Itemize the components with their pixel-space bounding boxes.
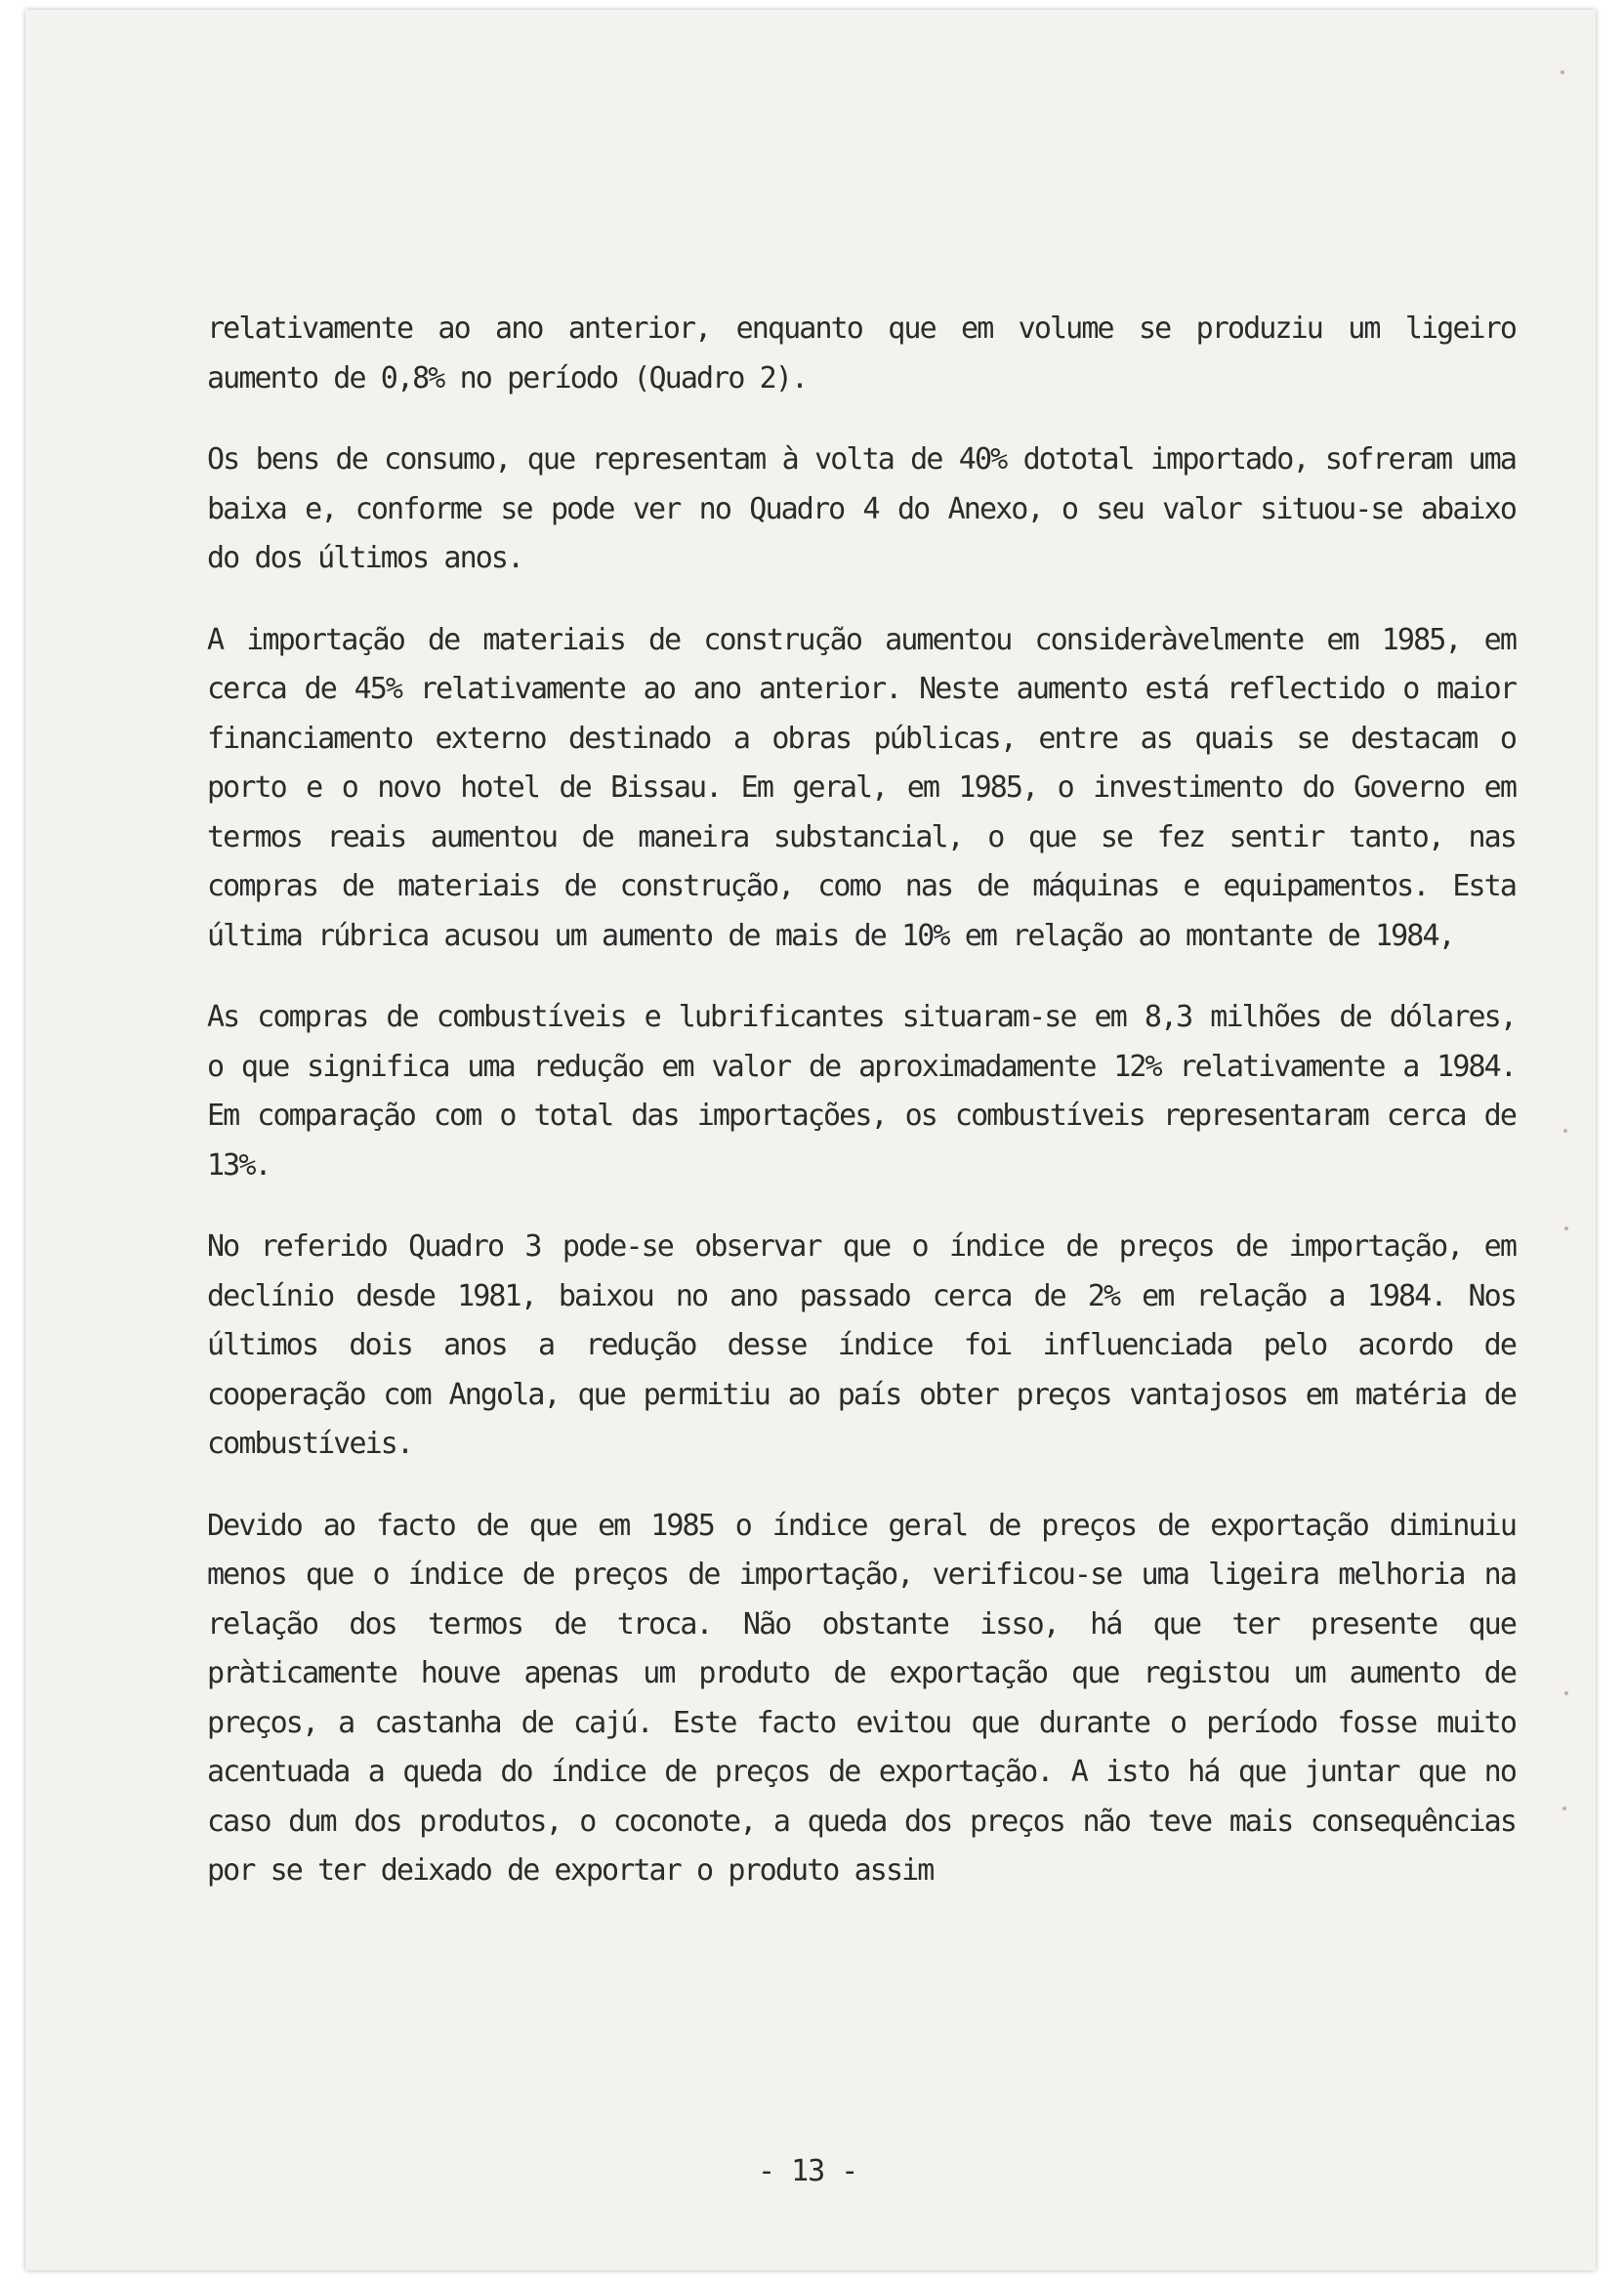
paragraph: As compras de combustíveis e lubrificantes situaram-se em 8,3 milhões de dólares, o que significa uma redução em valor de aproximadamente 12% relativamente a 1984. Em comparação com o total das importações, os combustíveis representaram cerca de 13%. — [207, 1000, 1516, 1183]
paragraph: A importação de materiais de construção aumentou consideràvelmente em 1985, em cerca de 45% relativamente ao ano anterior. Neste aumento está reflectido o maior financiamento externo destinado a obras públicas, entre as quais se destacam o porto e o novo hotel de Bissau. Em geral, em 1985, o investimento do Governo em termos reais aumentou de maneira substancial, o que se fez sentir tanto, nas compras de materiais de construção, como nas de máquinas e equipamentos. Esta última rúbrica acusou um aumento de mais de 10% em relação ao montante de 1984, — [207, 622, 1516, 953]
paragraph: relativamente ao ano anterior, enquanto que em volume se produziu um ligeiro aumento de 0,8% no período (Quadro 2). — [207, 312, 1516, 395]
paragraph: Devido ao facto de que em 1985 o índice geral de preços de exportação diminuiu menos que o índice de preços de importação, verificou-se uma ligeira melhoria na relação dos termos de troca. Não obstante isso, há que ter presente que pràticamente houve apenas um produto de exportação que registou um aumento de preços, a castanha de cajú. Este facto evitou que durante o período fosse muito acentuada a queda do índice de preços de exportação. A isto há que juntar que no caso dum dos produtos, o coconote, a queda dos preços não teve mais consequências por se ter deixado de exportar o produto assim — [207, 1508, 1516, 1888]
paper-speck — [1561, 70, 1564, 74]
paragraph: Os bens de consumo, que representam à volta de 40% dototal importado, sofreram uma baixa e, conforme se pode ver no Quadro 4 do Anexo, o seu valor situou-se abaixo do dos últimos anos. — [207, 442, 1516, 575]
paper-speck — [1562, 1807, 1566, 1810]
page-number: - 13 - — [758, 2154, 858, 2188]
document-body — [207, 305, 1516, 1896]
paper-speck — [1563, 1129, 1567, 1133]
paragraph: No referido Quadro 3 pode-se observar que o índice de preços de importação, em declínio desde 1981, baixou no ano passado cerca de 2% em relação a 1984. Nos últimos dois anos a redução desse índice foi influenciada pelo acordo de cooperação com Angola, que permitiu ao país obter preços vantajosos em matéria de combustíveis. — [207, 1229, 1516, 1461]
paper-speck — [1564, 1691, 1568, 1695]
paper-speck — [1564, 1226, 1568, 1230]
